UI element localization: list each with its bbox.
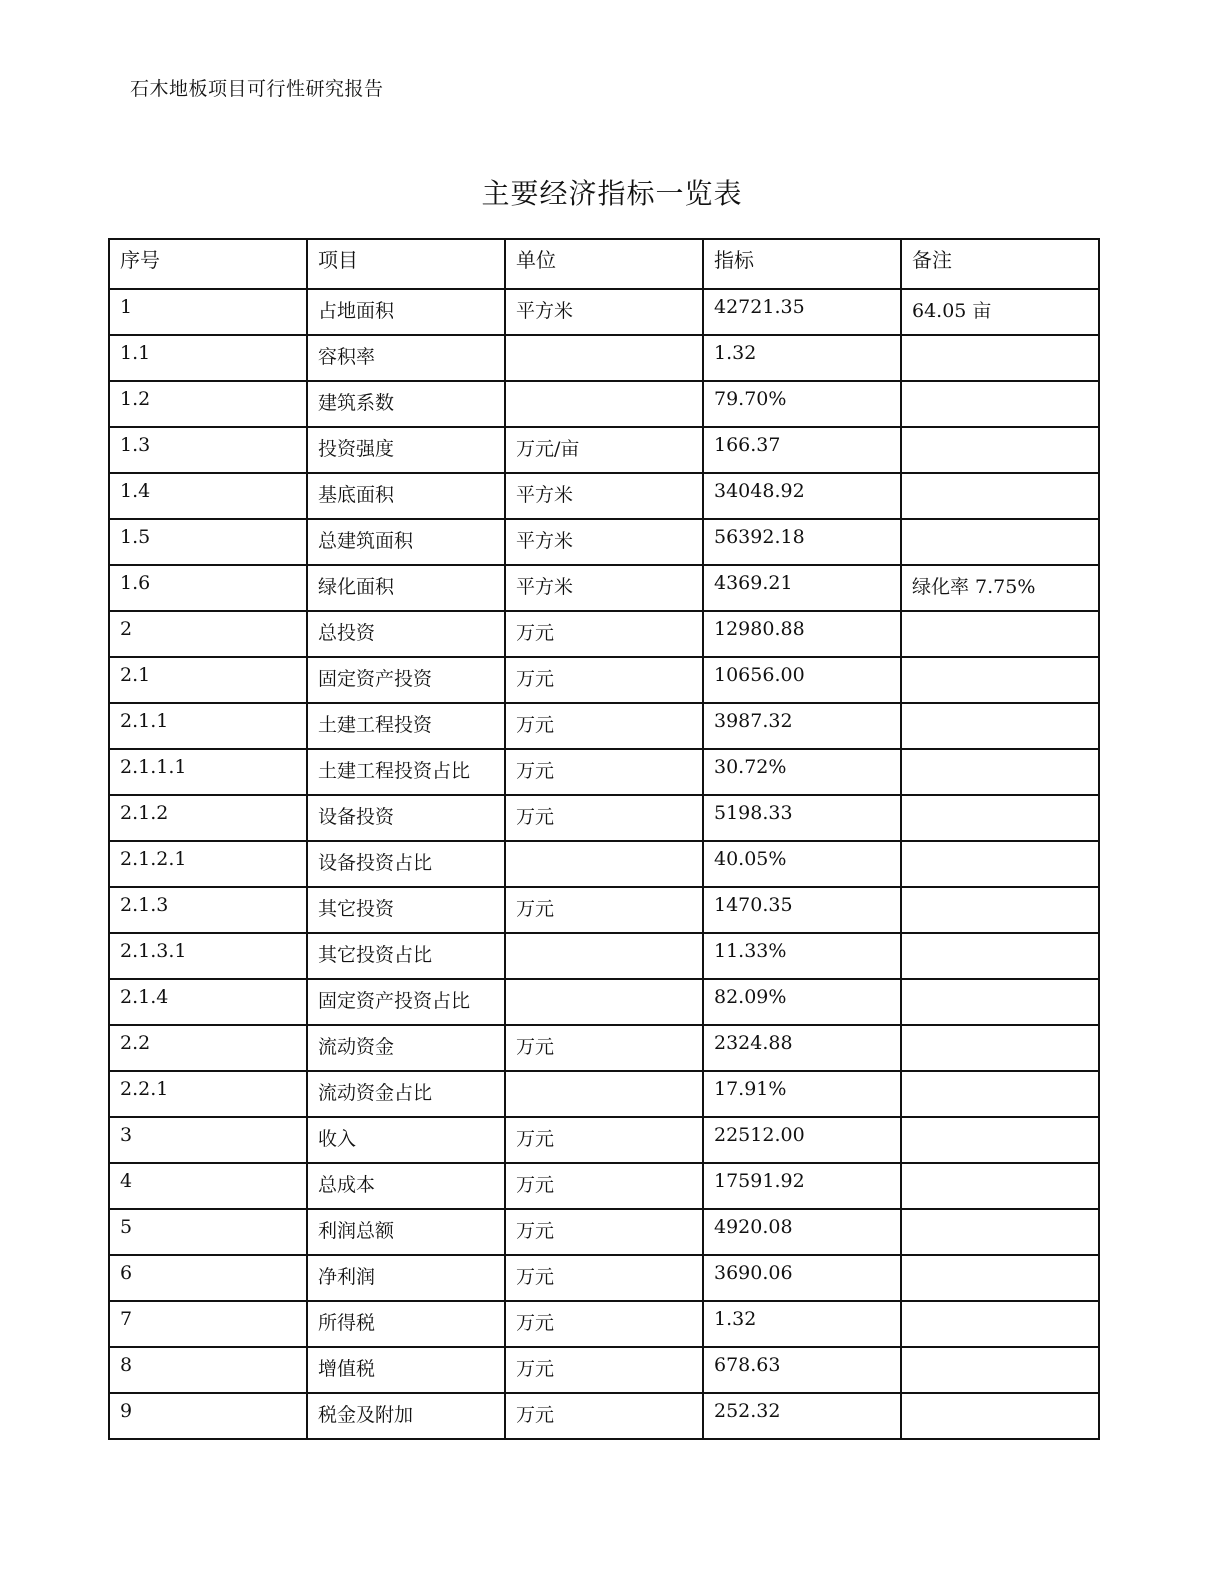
cell-remark (901, 473, 1099, 519)
table-body (109, 289, 1099, 1439)
cell-item: 利润总额 (307, 1209, 505, 1255)
cell-item: 总建筑面积 (307, 519, 505, 565)
cell-item: 所得税 (307, 1301, 505, 1347)
cell-remark (901, 519, 1099, 565)
cell-item: 土建工程投资 (307, 703, 505, 749)
cell-unit: 万元 (505, 1255, 703, 1301)
table-row (109, 611, 1099, 657)
cell-value: 2324.88 (703, 1025, 901, 1071)
table-row (109, 1347, 1099, 1393)
cell-unit: 万元 (505, 887, 703, 933)
cell-unit (505, 933, 703, 979)
cell-unit: 万元 (505, 703, 703, 749)
cell-index: 9 (109, 1393, 307, 1439)
table-row (109, 887, 1099, 933)
cell-item: 绿化面积 (307, 565, 505, 611)
cell-unit: 万元 (505, 1163, 703, 1209)
table-row (109, 335, 1099, 381)
cell-remark (901, 841, 1099, 887)
cell-value: 1.32 (703, 335, 901, 381)
cell-remark (901, 1301, 1099, 1347)
cell-value: 678.63 (703, 1347, 901, 1393)
table-header-row (109, 239, 1099, 289)
cell-remark (901, 1163, 1099, 1209)
table-row (109, 1117, 1099, 1163)
cell-unit: 万元 (505, 1347, 703, 1393)
cell-index: 2.1.2 (109, 795, 307, 841)
cell-value: 42721.35 (703, 289, 901, 335)
cell-unit: 平方米 (505, 565, 703, 611)
cell-value: 56392.18 (703, 519, 901, 565)
cell-value: 4920.08 (703, 1209, 901, 1255)
cell-item: 收入 (307, 1117, 505, 1163)
cell-value: 17.91% (703, 1071, 901, 1117)
cell-unit (505, 841, 703, 887)
cell-value: 30.72% (703, 749, 901, 795)
cell-index: 1 (109, 289, 307, 335)
cell-unit: 万元 (505, 1025, 703, 1071)
cell-item: 占地面积 (307, 289, 505, 335)
cell-value: 252.32 (703, 1393, 901, 1439)
cell-remark (901, 1209, 1099, 1255)
cell-remark (901, 1347, 1099, 1393)
column-header-index: 序号 (109, 239, 307, 289)
table-row (109, 565, 1099, 611)
cell-index: 2.1.2.1 (109, 841, 307, 887)
cell-value: 3987.32 (703, 703, 901, 749)
cell-item: 设备投资占比 (307, 841, 505, 887)
cell-value: 34048.92 (703, 473, 901, 519)
cell-value: 3690.06 (703, 1255, 901, 1301)
table-row (109, 841, 1099, 887)
table-row (109, 1025, 1099, 1071)
cell-index: 5 (109, 1209, 307, 1255)
cell-item: 容积率 (307, 335, 505, 381)
cell-item: 土建工程投资占比 (307, 749, 505, 795)
cell-remark (901, 657, 1099, 703)
table-row (109, 473, 1099, 519)
document-title: 主要经济指标一览表 (481, 177, 743, 210)
economic-indicators-table (108, 238, 1100, 1440)
cell-index: 8 (109, 1347, 307, 1393)
table-row (109, 427, 1099, 473)
cell-remark (901, 933, 1099, 979)
cell-remark (901, 1117, 1099, 1163)
cell-value: 10656.00 (703, 657, 901, 703)
cell-value: 1470.35 (703, 887, 901, 933)
cell-remark (901, 887, 1099, 933)
cell-remark (901, 1025, 1099, 1071)
cell-index: 2.1 (109, 657, 307, 703)
cell-unit: 万元 (505, 795, 703, 841)
cell-item: 税金及附加 (307, 1393, 505, 1439)
cell-index: 1.3 (109, 427, 307, 473)
cell-remark (901, 1071, 1099, 1117)
cell-remark (901, 611, 1099, 657)
cell-unit (505, 335, 703, 381)
cell-remark (901, 979, 1099, 1025)
cell-item: 总成本 (307, 1163, 505, 1209)
cell-item: 基底面积 (307, 473, 505, 519)
cell-unit: 平方米 (505, 289, 703, 335)
cell-index: 2.1.1 (109, 703, 307, 749)
cell-remark (901, 749, 1099, 795)
cell-remark (901, 381, 1099, 427)
cell-remark (901, 703, 1099, 749)
cell-remark: 64.05 亩 (901, 289, 1099, 335)
table-row (109, 289, 1099, 335)
cell-item: 流动资金占比 (307, 1071, 505, 1117)
cell-value: 4369.21 (703, 565, 901, 611)
cell-value: 1.32 (703, 1301, 901, 1347)
cell-index: 1.5 (109, 519, 307, 565)
cell-index: 2.1.1.1 (109, 749, 307, 795)
cell-item: 其它投资占比 (307, 933, 505, 979)
cell-item: 投资强度 (307, 427, 505, 473)
table-row (109, 657, 1099, 703)
cell-unit (505, 979, 703, 1025)
column-header-item: 项目 (307, 239, 505, 289)
cell-item: 流动资金 (307, 1025, 505, 1071)
cell-remark (901, 1393, 1099, 1439)
cell-remark (901, 1255, 1099, 1301)
cell-unit: 万元 (505, 1301, 703, 1347)
cell-unit: 平方米 (505, 519, 703, 565)
cell-index: 1.1 (109, 335, 307, 381)
cell-unit: 万元 (505, 657, 703, 703)
cell-index: 3 (109, 1117, 307, 1163)
cell-remark (901, 795, 1099, 841)
cell-item: 固定资产投资占比 (307, 979, 505, 1025)
cell-unit: 万元 (505, 1393, 703, 1439)
cell-remark (901, 427, 1099, 473)
cell-index: 2.1.3.1 (109, 933, 307, 979)
table-row (109, 519, 1099, 565)
cell-index: 2.1.3 (109, 887, 307, 933)
table-row (109, 1301, 1099, 1347)
column-header-value: 指标 (703, 239, 901, 289)
cell-item: 建筑系数 (307, 381, 505, 427)
table-row (109, 703, 1099, 749)
cell-unit (505, 1071, 703, 1117)
table-row (109, 1163, 1099, 1209)
cell-index: 2 (109, 611, 307, 657)
table-row (109, 1393, 1099, 1439)
cell-unit: 万元 (505, 611, 703, 657)
cell-index: 1.4 (109, 473, 307, 519)
cell-item: 其它投资 (307, 887, 505, 933)
column-header-unit: 单位 (505, 239, 703, 289)
cell-item: 净利润 (307, 1255, 505, 1301)
cell-value: 5198.33 (703, 795, 901, 841)
cell-remark: 绿化率 7.75% (901, 565, 1099, 611)
cell-value: 166.37 (703, 427, 901, 473)
cell-unit: 万元 (505, 1117, 703, 1163)
cell-value: 79.70% (703, 381, 901, 427)
cell-unit (505, 381, 703, 427)
cell-item: 固定资产投资 (307, 657, 505, 703)
cell-remark (901, 335, 1099, 381)
table-row (109, 1209, 1099, 1255)
cell-item: 设备投资 (307, 795, 505, 841)
column-header-remark: 备注 (901, 239, 1099, 289)
cell-index: 2.2 (109, 1025, 307, 1071)
cell-index: 1.6 (109, 565, 307, 611)
cell-item: 总投资 (307, 611, 505, 657)
cell-value: 11.33% (703, 933, 901, 979)
table-row (109, 1071, 1099, 1117)
cell-unit: 万元/亩 (505, 427, 703, 473)
running-header: 石木地板项目可行性研究报告 (130, 78, 384, 100)
table-row (109, 1255, 1099, 1301)
table-row (109, 749, 1099, 795)
cell-value: 17591.92 (703, 1163, 901, 1209)
cell-index: 4 (109, 1163, 307, 1209)
cell-value: 40.05% (703, 841, 901, 887)
cell-unit: 万元 (505, 749, 703, 795)
table-row (109, 795, 1099, 841)
cell-index: 2.1.4 (109, 979, 307, 1025)
cell-value: 12980.88 (703, 611, 901, 657)
table-row (109, 381, 1099, 427)
cell-index: 7 (109, 1301, 307, 1347)
cell-item: 增值税 (307, 1347, 505, 1393)
cell-value: 82.09% (703, 979, 901, 1025)
cell-value: 22512.00 (703, 1117, 901, 1163)
table-row (109, 979, 1099, 1025)
cell-index: 2.2.1 (109, 1071, 307, 1117)
cell-unit: 平方米 (505, 473, 703, 519)
cell-index: 1.2 (109, 381, 307, 427)
cell-unit: 万元 (505, 1209, 703, 1255)
cell-index: 6 (109, 1255, 307, 1301)
table-row (109, 933, 1099, 979)
